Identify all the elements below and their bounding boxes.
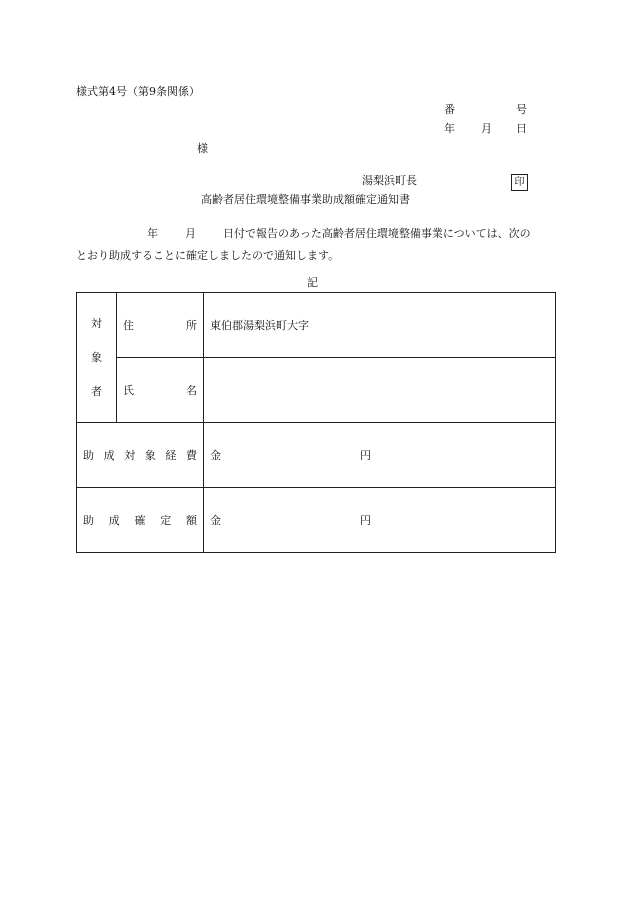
name-value xyxy=(204,358,556,423)
expense-label: 助成対象経費 xyxy=(77,423,204,488)
body-paragraph xyxy=(76,223,556,267)
confirmed-label: 助成確定額 xyxy=(77,488,204,553)
body-month: 月 xyxy=(185,227,196,240)
target-person-group-label: 対 象 者 xyxy=(77,293,117,423)
date-year: 年 xyxy=(444,122,455,135)
body-line-1-text: 日付で報告のあった高齢者居住環境整備事業については、次の xyxy=(223,227,531,240)
date-month: 月 xyxy=(481,122,492,135)
confirmed-value xyxy=(204,488,556,553)
recipient-honorific: 様 xyxy=(197,142,208,155)
number-suffix: 号 xyxy=(516,103,527,116)
body-year: 年 xyxy=(147,227,158,240)
expense-value xyxy=(204,423,556,488)
ki-heading: 記 xyxy=(307,276,318,289)
confirmed-suffix: 円 xyxy=(360,514,371,527)
form-number: 様式第4号（第9条関係） xyxy=(76,85,200,98)
issuer: 湯梨浜町長 xyxy=(362,174,417,187)
number-label: 番 xyxy=(444,103,455,116)
date-day: 日 xyxy=(516,122,527,135)
name-label: 氏名 xyxy=(117,358,204,423)
address-label: 住所 xyxy=(117,293,204,358)
expense-suffix: 円 xyxy=(360,449,371,462)
expense-prefix: 金 xyxy=(210,449,221,462)
document-title: 高齢者居住環境整備事業助成額確定通知書 xyxy=(201,193,410,206)
body-line-2: とおり助成することに確定しましたので通知します。 xyxy=(76,249,340,262)
address-value: 東伯郡湯梨浜町大字 xyxy=(204,293,556,358)
body-line-1 xyxy=(76,223,556,245)
details-table xyxy=(76,292,556,550)
confirmed-prefix: 金 xyxy=(210,514,221,527)
seal-stamp: 印 xyxy=(511,174,528,191)
